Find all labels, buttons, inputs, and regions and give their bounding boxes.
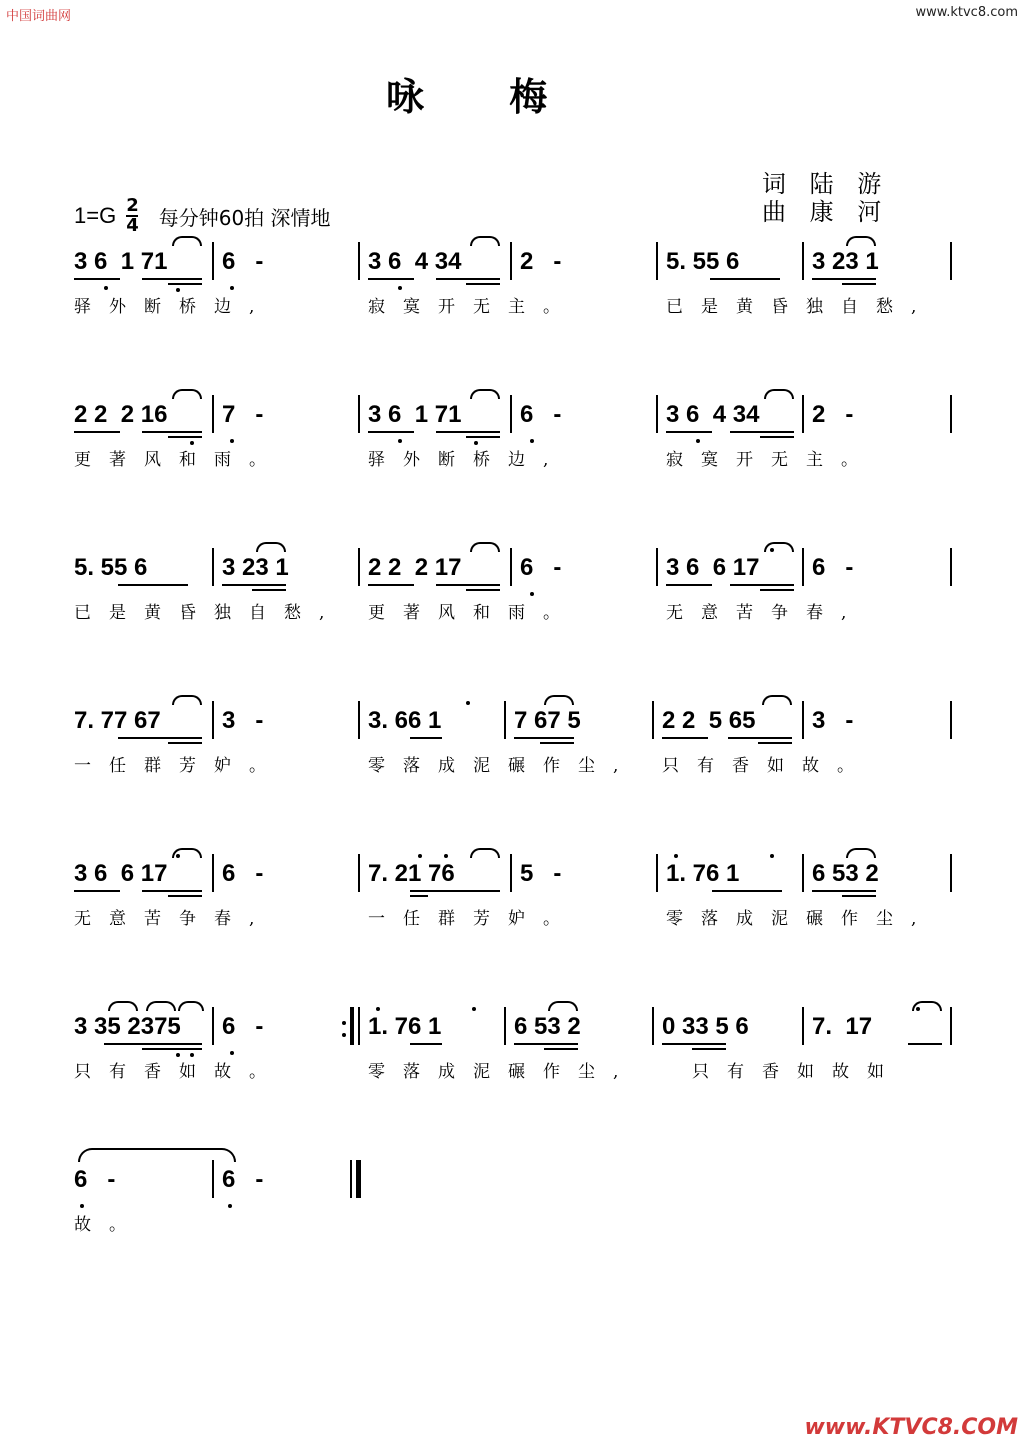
- lyric: 一任群芳妒。: [74, 756, 284, 776]
- underline: [466, 283, 500, 285]
- bar-line: [212, 548, 214, 586]
- notes-row: [0, 860, 1024, 894]
- final-bar-thin: [350, 1160, 352, 1198]
- underline: [436, 278, 500, 280]
- measure: 0 33 5 6: [662, 1013, 749, 1040]
- lyric: 更著风和雨。: [74, 450, 284, 470]
- underline: [710, 278, 780, 280]
- slur: [172, 389, 202, 399]
- measure: 6 -: [520, 401, 562, 428]
- slur: [846, 848, 876, 858]
- bar-line: [802, 1007, 804, 1045]
- bar-line: [652, 701, 654, 739]
- measure: 3 6 6 17: [666, 554, 760, 581]
- lyric: 已是黄昏独自愁,: [74, 603, 343, 623]
- site-watermark-left: 中国词曲网: [6, 9, 72, 24]
- lyric: 驿外断桥边,: [74, 297, 273, 317]
- lyric: 寂寞开无主。: [666, 450, 876, 470]
- bar-line: [802, 395, 804, 433]
- measure: 3 6 4 34: [368, 248, 462, 275]
- low-dot: [230, 286, 234, 290]
- measure: 7. 17: [812, 1013, 873, 1040]
- measure: 7. 77 67: [74, 707, 161, 734]
- bar-line: [212, 701, 214, 739]
- bar-line: [212, 854, 214, 892]
- time-bottom: 4: [126, 215, 139, 236]
- underline: [514, 1043, 578, 1045]
- notes-row: [0, 248, 1024, 282]
- measure: 6 -: [222, 248, 264, 275]
- bar-line: [656, 242, 658, 280]
- key-text: 1=G: [74, 203, 117, 228]
- repeat-dot: [342, 1033, 346, 1037]
- staff-line-5: [0, 860, 1024, 950]
- lyric: 零落成泥碾作尘,: [666, 909, 935, 929]
- underline: [466, 589, 500, 591]
- measure: 6 -: [520, 554, 562, 581]
- measure: 5. 55 6: [666, 248, 740, 275]
- footer-watermark: www.KTVC8.COM: [804, 1415, 1018, 1440]
- bar-line: [656, 548, 658, 586]
- slur: [470, 848, 500, 858]
- underline: [842, 283, 876, 285]
- measure: 7 67 5: [514, 707, 581, 734]
- lyric: 寂寞开无主。: [368, 297, 578, 317]
- slur: [172, 695, 202, 705]
- slur: [146, 1001, 176, 1011]
- underline: [692, 1048, 726, 1050]
- measure: 2 2 5 65: [662, 707, 756, 734]
- bar-line: [802, 548, 804, 586]
- bar-line: [358, 701, 360, 739]
- slur: [256, 542, 286, 552]
- bar-line: [950, 395, 952, 433]
- underline: [666, 431, 712, 433]
- lyric: 无意苦争春,: [74, 909, 273, 929]
- slur: [172, 236, 202, 246]
- low-dot: [398, 286, 402, 290]
- high-dot: [376, 1007, 380, 1011]
- bar-line: [510, 242, 512, 280]
- slur: [764, 542, 794, 552]
- slur: [470, 236, 500, 246]
- slur: [846, 236, 876, 246]
- lyric: 一任群芳妒。: [368, 909, 578, 929]
- bar-line: [950, 854, 952, 892]
- underline: [168, 283, 202, 285]
- measure: 2 2 2 17: [368, 554, 462, 581]
- tempo-marking: 每分钟60拍 深情地: [158, 205, 331, 230]
- lyric: 驿外断桥边,: [368, 450, 567, 470]
- underline: [436, 431, 500, 433]
- underline: [666, 584, 712, 586]
- underline: [544, 1048, 578, 1050]
- measure: 6 -: [222, 1013, 264, 1040]
- lyrics-row: [0, 904, 1024, 930]
- high-dot: [674, 854, 678, 858]
- underline: [662, 1043, 726, 1045]
- measure: 1. 76 1: [666, 860, 740, 887]
- lyrics-row: [0, 445, 1024, 471]
- underline: [728, 737, 792, 739]
- lyrics-row: [0, 1057, 1024, 1083]
- notes-row: [0, 1166, 1024, 1200]
- low-dot: [80, 1204, 84, 1208]
- measure: 6 -: [222, 860, 264, 887]
- notes-row: [0, 1013, 1024, 1047]
- lyricist-credit: 词 陆 游: [762, 170, 890, 198]
- measure: 6 -: [74, 1166, 116, 1193]
- slur: [108, 1001, 138, 1011]
- measure: 6 -: [222, 1166, 264, 1193]
- underline: [222, 584, 286, 586]
- slur: [548, 1001, 578, 1011]
- bar-line: [510, 854, 512, 892]
- high-dot: [770, 548, 774, 552]
- underline: [812, 890, 876, 892]
- staff-line-2: [0, 401, 1024, 491]
- high-dot: [176, 854, 180, 858]
- slur: [544, 695, 574, 705]
- underline: [142, 431, 202, 433]
- slur: [762, 695, 792, 705]
- time-top: 2: [126, 195, 139, 216]
- underline: [760, 436, 794, 438]
- slur: [764, 389, 794, 399]
- lyric: 零落成泥碾作尘,: [368, 756, 637, 776]
- bar-line: [656, 854, 658, 892]
- bar-line: [504, 701, 506, 739]
- underline: [540, 742, 574, 744]
- measure: 7. 21 76: [368, 860, 455, 887]
- high-dot: [444, 854, 448, 858]
- underline: [842, 895, 876, 897]
- tie: [78, 1148, 236, 1162]
- bar-line: [358, 242, 360, 280]
- measure: 3 6 1 71: [74, 248, 168, 275]
- repeat-bar-thin: [358, 1007, 360, 1045]
- underline: [812, 278, 876, 280]
- underline: [74, 431, 120, 433]
- measure: 5. 55 6: [74, 554, 148, 581]
- underline: [142, 278, 202, 280]
- underline: [368, 431, 414, 433]
- final-bar-thick: [356, 1160, 361, 1198]
- low-dot: [398, 439, 402, 443]
- lyrics-row: [0, 751, 1024, 777]
- bar-line: [802, 242, 804, 280]
- bar-line: [212, 242, 214, 280]
- bar-line: [950, 548, 952, 586]
- measure: 3 -: [222, 707, 264, 734]
- key-signature: [74, 197, 331, 235]
- measure: 7 -: [222, 401, 264, 428]
- underline: [168, 895, 202, 897]
- lyric: 更著风和雨。: [368, 603, 578, 623]
- staff-line-3: [0, 554, 1024, 644]
- low-dot: [104, 286, 108, 290]
- bar-line: [358, 854, 360, 892]
- low-dot: [230, 1051, 234, 1055]
- high-dot: [916, 1007, 920, 1011]
- underline: [436, 584, 500, 586]
- measure: 3 6 6 17: [74, 860, 168, 887]
- measure: 3 35 2375: [74, 1013, 181, 1040]
- low-dot: [696, 439, 700, 443]
- bar-line: [652, 1007, 654, 1045]
- measure: 3 6 1 71: [368, 401, 462, 428]
- low-dot: [230, 439, 234, 443]
- bar-line: [950, 242, 952, 280]
- measure: 6 53 2: [812, 860, 879, 887]
- underline: [730, 584, 794, 586]
- underline: [118, 737, 202, 739]
- slur: [178, 1001, 204, 1011]
- underline: [760, 589, 794, 591]
- underline: [662, 737, 708, 739]
- lyrics-row: [0, 598, 1024, 624]
- bar-line: [358, 395, 360, 433]
- underline: [758, 742, 792, 744]
- underline: [908, 1043, 942, 1045]
- bar-line: [212, 1007, 214, 1045]
- staff-line-7: [0, 1166, 1024, 1256]
- underline: [168, 742, 202, 744]
- notes-row: [0, 554, 1024, 588]
- notes-row: [0, 401, 1024, 435]
- measure: 5 -: [520, 860, 562, 887]
- lyric: 只有香如故。: [74, 1062, 284, 1082]
- bar-line: [950, 1007, 952, 1045]
- low-dot: [530, 439, 534, 443]
- measure: 3 -: [812, 707, 854, 734]
- underline: [142, 1048, 202, 1050]
- repeat-bar-thick: [350, 1007, 354, 1045]
- underline: [410, 895, 428, 897]
- song-title: 咏 梅: [386, 74, 584, 119]
- lyric: 零落成泥碾作尘,: [368, 1062, 637, 1082]
- measure: 2 2 2 16: [74, 401, 168, 428]
- underline: [74, 890, 120, 892]
- site-watermark-right: www.ktvc8.com: [915, 5, 1018, 20]
- bar-line: [656, 395, 658, 433]
- notes-row: [0, 707, 1024, 741]
- low-dot: [228, 1204, 232, 1208]
- underline: [730, 431, 794, 433]
- underline: [514, 737, 574, 739]
- measure: 3 6 4 34: [666, 401, 760, 428]
- underline: [410, 890, 500, 892]
- underline: [74, 278, 120, 280]
- bar-line: [802, 854, 804, 892]
- lyrics-row: [0, 292, 1024, 318]
- measure: 3. 66 1: [368, 707, 442, 734]
- bar-line: [358, 548, 360, 586]
- underline: [104, 1043, 202, 1045]
- time-signature: [126, 197, 139, 235]
- measure: 6 53 2: [514, 1013, 581, 1040]
- underline: [410, 1043, 442, 1045]
- high-dot: [418, 854, 422, 858]
- high-dot: [466, 701, 470, 705]
- bar-line: [950, 701, 952, 739]
- composer-credit: 曲 康 河: [762, 198, 890, 226]
- lyric: 只有香如故。: [662, 756, 872, 776]
- bar-line: [510, 548, 512, 586]
- underline: [142, 890, 202, 892]
- lyric: 无意苦争春,: [666, 603, 865, 623]
- repeat-dot: [342, 1021, 346, 1025]
- staff-line-4: [0, 707, 1024, 797]
- lyric: 故。: [74, 1215, 144, 1235]
- bar-line: [504, 1007, 506, 1045]
- staff-line-1: [0, 248, 1024, 338]
- high-dot: [472, 1007, 476, 1011]
- staff-line-6: [0, 1013, 1024, 1103]
- underline: [410, 737, 442, 739]
- high-dot: [770, 854, 774, 858]
- lyric: 已是黄昏独自愁,: [666, 297, 935, 317]
- underline: [368, 278, 414, 280]
- underline: [466, 436, 500, 438]
- lyrics-row: [0, 1210, 1024, 1236]
- measure: 1. 76 1: [368, 1013, 442, 1040]
- measure: 3 23 1: [812, 248, 879, 275]
- underline: [368, 584, 414, 586]
- low-dot: [530, 592, 534, 596]
- measure: 6 -: [812, 554, 854, 581]
- underline: [118, 584, 188, 586]
- measure: 2 -: [520, 248, 562, 275]
- underline: [712, 890, 782, 892]
- bar-line: [802, 701, 804, 739]
- underline: [168, 436, 202, 438]
- slur: [470, 542, 500, 552]
- bar-line: [510, 395, 512, 433]
- slur: [470, 389, 500, 399]
- bar-line: [212, 1160, 214, 1198]
- measure: 2 -: [812, 401, 854, 428]
- measure: 3 23 1: [222, 554, 289, 581]
- underline: [252, 589, 286, 591]
- lyric: 只有香如故如: [692, 1062, 902, 1082]
- bar-line: [212, 395, 214, 433]
